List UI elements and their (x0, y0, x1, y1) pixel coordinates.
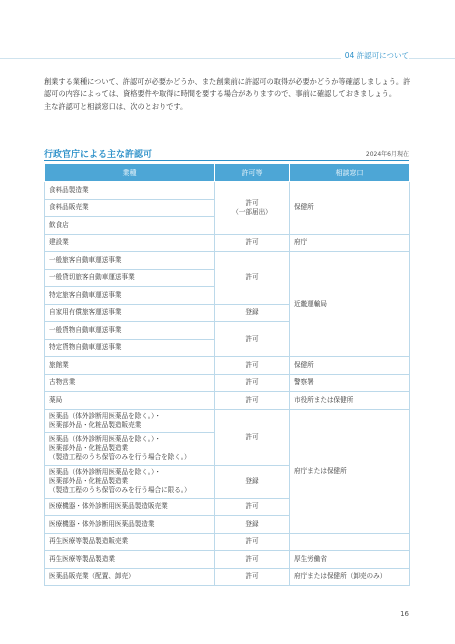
industry-cell: 再生医療等製品製造業 (45, 551, 215, 569)
industry-cell: 薬局 (45, 392, 215, 410)
table-row (45, 568, 410, 586)
industry-cell: 自家用有償旅客運送事業 (45, 304, 215, 322)
industry-cell: 一般旅客自動車運送事業 (45, 252, 215, 270)
industry-cell: 医療機器・体外診断用医薬品製造販売業 (45, 498, 215, 516)
table-row (45, 182, 410, 200)
table-row (45, 234, 410, 252)
table-row (45, 392, 410, 410)
permit-cell: 登録 (215, 304, 290, 322)
table-row (45, 409, 410, 432)
industry-cell: 飲食店 (45, 217, 215, 235)
table-row (45, 252, 410, 270)
permit-cell: 許可 (215, 322, 290, 357)
industry-cell: 古物営業 (45, 374, 215, 392)
permit-cell: 登録 (215, 465, 290, 498)
window-cell: 保健所 (290, 357, 410, 375)
industry-cell: 医薬品販売業（配置、卸売） (45, 568, 215, 586)
industry-cell: 医療機器・体外診断用医薬品製造業 (45, 516, 215, 534)
intro-paragraph: 創業する業種について、許認可が必要かどうか、また創業前に許認可の取得が必要かどうか等確認しましょう。許認可の内容によっては、資格要件や取得に時間を要する場合がありますので、事前に確認しておきましょう。 (44, 77, 411, 99)
industry-cell: 食料品製造業 (45, 182, 215, 200)
section-tag: 04 許認可について (341, 50, 409, 61)
table-header-row (45, 164, 410, 182)
window-cell: 近畿運輸局 (290, 252, 410, 357)
permit-cell: 許可 (215, 234, 290, 252)
permit-cell: 許可 (215, 374, 290, 392)
permit-cell: 許可 (215, 498, 290, 516)
permit-cell: 許可 (215, 533, 290, 551)
window-cell: 保健所 (290, 182, 410, 235)
column-header-permit: 許可等 (215, 164, 290, 182)
table-row (45, 374, 410, 392)
column-header-window: 相談窓口 (290, 164, 410, 182)
permit-cell: 許可 (215, 252, 290, 305)
intro-paragraph-summary: 主な許認可と相談窓口は、次のとおりです。 (44, 101, 188, 111)
window-cell (290, 533, 410, 551)
permit-cell: 許可 (215, 568, 290, 586)
column-header-industry: 業種 (45, 164, 215, 182)
window-cell: 府庁または保健所（卸売のみ） (290, 568, 410, 586)
intro-text (44, 76, 416, 113)
industry-cell: 特定旅客自動車運送事業 (45, 287, 215, 305)
window-cell: 警察署 (290, 374, 410, 392)
title-rule (44, 160, 409, 161)
permit-cell: 許可 (215, 357, 290, 375)
window-cell: 府庁または保健所 (290, 409, 410, 533)
table-row (45, 533, 410, 551)
window-cell: 厚生労働省 (290, 551, 410, 569)
industry-cell: 再生医療等製品製造販売業 (45, 533, 215, 551)
table-title: 行政官庁による主な許認可 (44, 150, 153, 160)
page-number: 16 (400, 610, 409, 618)
industry-cell: 医薬品（体外診断用医薬品を除く。）・ 医薬部外品・化粧品製造販売業 (45, 409, 215, 432)
table-row (45, 551, 410, 569)
industry-cell: 一般貸切旅客自動車運送事業 (45, 269, 215, 287)
permit-cell: 許可 (215, 392, 290, 410)
permit-table (44, 163, 410, 586)
industry-cell: 建設業 (45, 234, 215, 252)
industry-cell: 医薬品（体外診断用医薬品を除く。）・ 医薬部外品・化粧品製造業 （製造工程のうち保管のみを行う場合を除く。） (45, 432, 215, 465)
industry-cell: 旅館業 (45, 357, 215, 375)
industry-cell: 医薬品（体外診断用医薬品を除く。）・ 医薬部外品・化粧品製造業 （製造工程のうち保管のみを行う場合に限る。） (45, 465, 215, 498)
permit-cell: 登録 (215, 516, 290, 534)
table-date: 2024年6月現在 (365, 151, 409, 158)
industry-cell: 一般貨物自動車運送事業 (45, 322, 215, 340)
window-cell: 市役所または保健所 (290, 392, 410, 410)
table-row (45, 357, 410, 375)
permit-cell: 許可 (215, 409, 290, 465)
permit-cell: 許可 (215, 551, 290, 569)
window-cell: 府庁 (290, 234, 410, 252)
industry-cell: 食料品販売業 (45, 199, 215, 217)
permit-cell: 許可 （一部届出） (215, 182, 290, 235)
industry-cell: 特定貨物自動車運送事業 (45, 339, 215, 357)
